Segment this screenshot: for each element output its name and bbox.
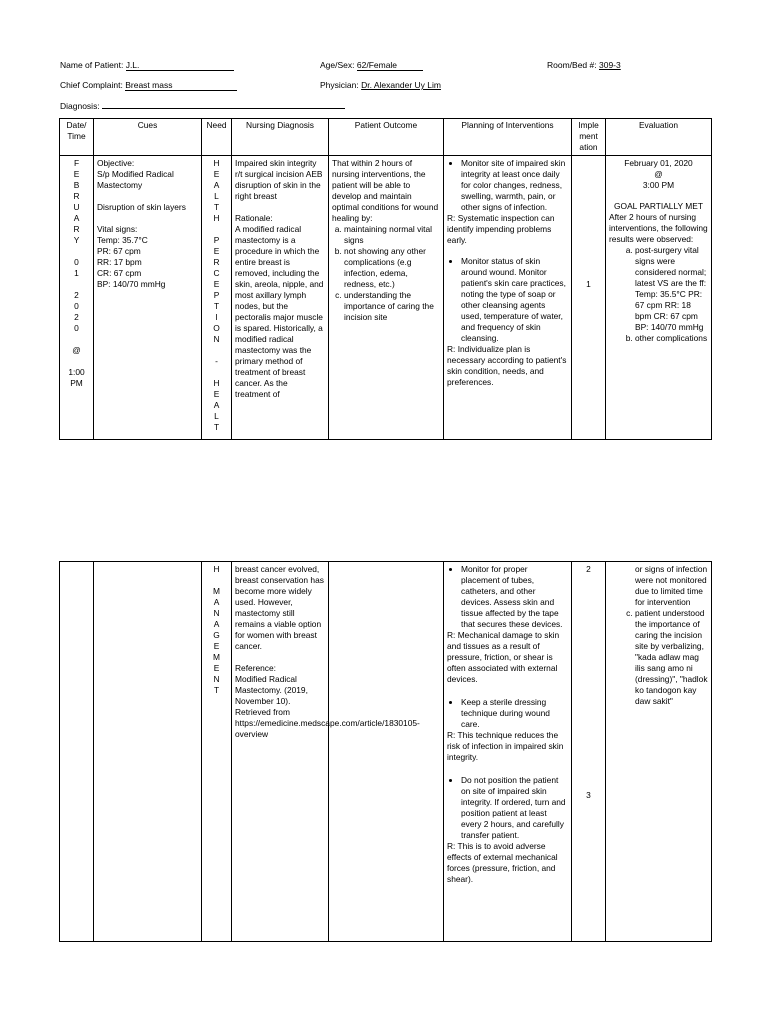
care-plan-table-page1 bbox=[59, 118, 712, 440]
spacer bbox=[447, 685, 568, 697]
room-bed-value: 309-3 bbox=[599, 60, 621, 70]
col-header-patient-outcome: Patient Outcome bbox=[329, 119, 444, 156]
evaluation-date: February 01, 2020 @ 3:00 PM bbox=[624, 158, 693, 190]
implementation-cell: 1 bbox=[572, 156, 606, 440]
age-sex-field bbox=[320, 60, 423, 71]
intervention-list bbox=[447, 775, 568, 841]
table-row bbox=[60, 562, 712, 942]
patient-name-label: Name of Patient: bbox=[60, 60, 124, 70]
evaluation-cell bbox=[606, 562, 712, 942]
outcome-item: c. understanding the importance of caring the incision site bbox=[344, 290, 440, 323]
patient-outcome-cell bbox=[329, 562, 444, 942]
room-bed-field bbox=[547, 60, 621, 70]
physician-field bbox=[320, 80, 441, 90]
date-time-cell bbox=[60, 562, 94, 942]
evaluation-list bbox=[609, 245, 708, 344]
evaluation-item: c. patient understood the importance of caring the incision site by verbalizing, "kada adlaw mag ilis sang amo ni (dressing)", "hadlok ko tandogon kay daw sakit" bbox=[635, 608, 708, 707]
implementation-cell bbox=[572, 562, 606, 942]
evaluation-list bbox=[609, 608, 708, 707]
evaluation-cell bbox=[606, 156, 712, 440]
intervention-rationale: R: This is to avoid adverse effects of external mechanical forces (pressure, friction, and shear). bbox=[447, 841, 558, 884]
evaluation-intro: After 2 hours of nursing interventions, the following results were observed: bbox=[609, 212, 708, 244]
evaluation-item: b. other complications bbox=[635, 333, 708, 344]
intervention-item: • Monitor status of skin around wound. Monitor patient's skin care practices, noting the type of soap or other cleansing agents used, temperature of water, and frequency of skin cleansing. bbox=[461, 256, 568, 344]
evaluation-goal: GOAL PARTIALLY MET bbox=[614, 201, 703, 211]
nursing-diagnosis-cell: breast cancer evolved, breast conservation has become more widely used. However, mastectomy still remains a viable option for women with breast cancer. Reference: Modified Radical Mastectomy. (2019, November 10). Retrieved from https://emedicine.medscape.com/article/1830105-overview bbox=[232, 562, 329, 942]
implementation-number: 3 bbox=[586, 790, 591, 800]
intervention-rationale: R: Mechanical damage to skin and tissues as a result of pressure, friction, or shear is often associated with external devices. bbox=[447, 630, 560, 684]
nursing-diagnosis-cell: Impaired skin integrity r/t surgical incision AEB disruption of skin in the right breast Rationale: A modified radical mastectomy is a procedure in which the entire breast is removed, including the skin, areola, nipple, and most axillary lymph nodes, but the pectoralis major muscle is spared. Historically, a modified radical mastectomy was the primary method of treatment of breast cancer. As the treatment of bbox=[232, 156, 329, 440]
table-row bbox=[60, 156, 712, 440]
intervention-list bbox=[447, 158, 568, 213]
date-time-cell: F E B R U A R Y 0 1 2 0 2 0 @ 1:00 PM bbox=[60, 156, 94, 440]
col-header-cues: Cues bbox=[94, 119, 202, 156]
intervention-item: • Keep a sterile dressing technique during wound care. bbox=[461, 697, 568, 730]
age-sex-label: Age/Sex: bbox=[320, 60, 355, 70]
patient-name-value: J.L. bbox=[126, 60, 234, 71]
intervention-list bbox=[447, 697, 568, 730]
diagnosis-blank bbox=[102, 100, 345, 109]
intervention-item: • Do not position the patient on site of impaired skin integrity. If ordered, turn and position patient at least every 2 hours, and carefully transfer patient. bbox=[461, 775, 568, 841]
intervention-rationale: R: Individualize plan is necessary according to patient's skin condition, needs, and preferences. bbox=[447, 344, 567, 387]
col-header-planning: Planning of Interventions bbox=[444, 119, 572, 156]
outcome-intro: That within 2 hours of nursing interventions, the patient will be able to develop and maintain optimal conditions for wound healing by: bbox=[332, 158, 439, 223]
cues-cell: Objective: S/p Modified Radical Mastectomy Disruption of skin layers Vital signs: Temp: 35.7°C PR: 67 cpm RR: 17 bpm CR: 67 cpm BP: 140/70 mmHg bbox=[94, 156, 202, 440]
intervention-item: • Monitor for proper placement of tubes, catheters, and other devices. Assess skin and tissue affected by the tape that secures these devices. bbox=[461, 564, 568, 630]
table-header-row bbox=[60, 119, 712, 156]
chief-complaint-value: Breast mass bbox=[125, 80, 237, 91]
diagnosis-field bbox=[60, 100, 345, 111]
patient-outcome-cell bbox=[329, 156, 444, 440]
interventions-cell bbox=[444, 562, 572, 942]
col-header-date-time: Date/ Time bbox=[60, 119, 94, 156]
spacer bbox=[609, 191, 708, 201]
implementation-number: 2 bbox=[586, 564, 591, 574]
physician-label: Physician: bbox=[320, 80, 359, 90]
spacer bbox=[447, 763, 568, 775]
care-plan-table-page2 bbox=[59, 561, 712, 942]
evaluation-continued: or signs of infection were not monitored due to limited time for intervention bbox=[635, 564, 708, 607]
outcome-list bbox=[332, 224, 440, 323]
intervention-rationale: R: This technique reduces the risk of infection in impaired skin integrity. bbox=[447, 730, 564, 762]
physician-value: Dr. Alexander Uy Lim bbox=[361, 80, 441, 90]
patient-name-field bbox=[60, 60, 234, 71]
outcome-item: b. not showing any other complications (e.g infection, edema, redness, etc.) bbox=[344, 246, 440, 290]
diagnosis-label: Diagnosis: bbox=[60, 101, 100, 111]
col-header-implementation: Imple ment ation bbox=[572, 119, 606, 156]
col-header-nursing-diagnosis: Nursing Diagnosis bbox=[232, 119, 329, 156]
intervention-list bbox=[447, 256, 568, 344]
intervention-item: • Monitor site of impaired skin integrity at least once daily for color changes, redness, swelling, warmth, pain, or other signs of infection. bbox=[461, 158, 568, 213]
room-bed-label: Room/Bed #: bbox=[547, 60, 597, 70]
age-sex-value: 62/Female bbox=[357, 60, 423, 71]
chief-complaint-label: Chief Complaint: bbox=[60, 80, 123, 90]
interventions-cell bbox=[444, 156, 572, 440]
intervention-list bbox=[447, 564, 568, 630]
outcome-item: a. maintaining normal vital signs bbox=[344, 224, 440, 246]
col-header-need: Need bbox=[202, 119, 232, 156]
evaluation-item: a. post-surgery vital signs were considered normal; latest VS are the ff: Temp: 35.5°C PR: 67 cpm RR: 18 bpm CR: 67 cpm BP: 140/70 mmHg bbox=[635, 245, 708, 333]
col-header-evaluation: Evaluation bbox=[606, 119, 712, 156]
need-cell: H E A L T H P E R C E P T I O N - H E A L T bbox=[202, 156, 232, 440]
need-cell: H M A N A G E M E N T bbox=[202, 562, 232, 942]
spacer bbox=[447, 246, 568, 256]
chief-complaint-field bbox=[60, 80, 237, 91]
cues-cell bbox=[94, 562, 202, 942]
intervention-rationale: R: Systematic inspection can identify impending problems early. bbox=[447, 213, 555, 245]
